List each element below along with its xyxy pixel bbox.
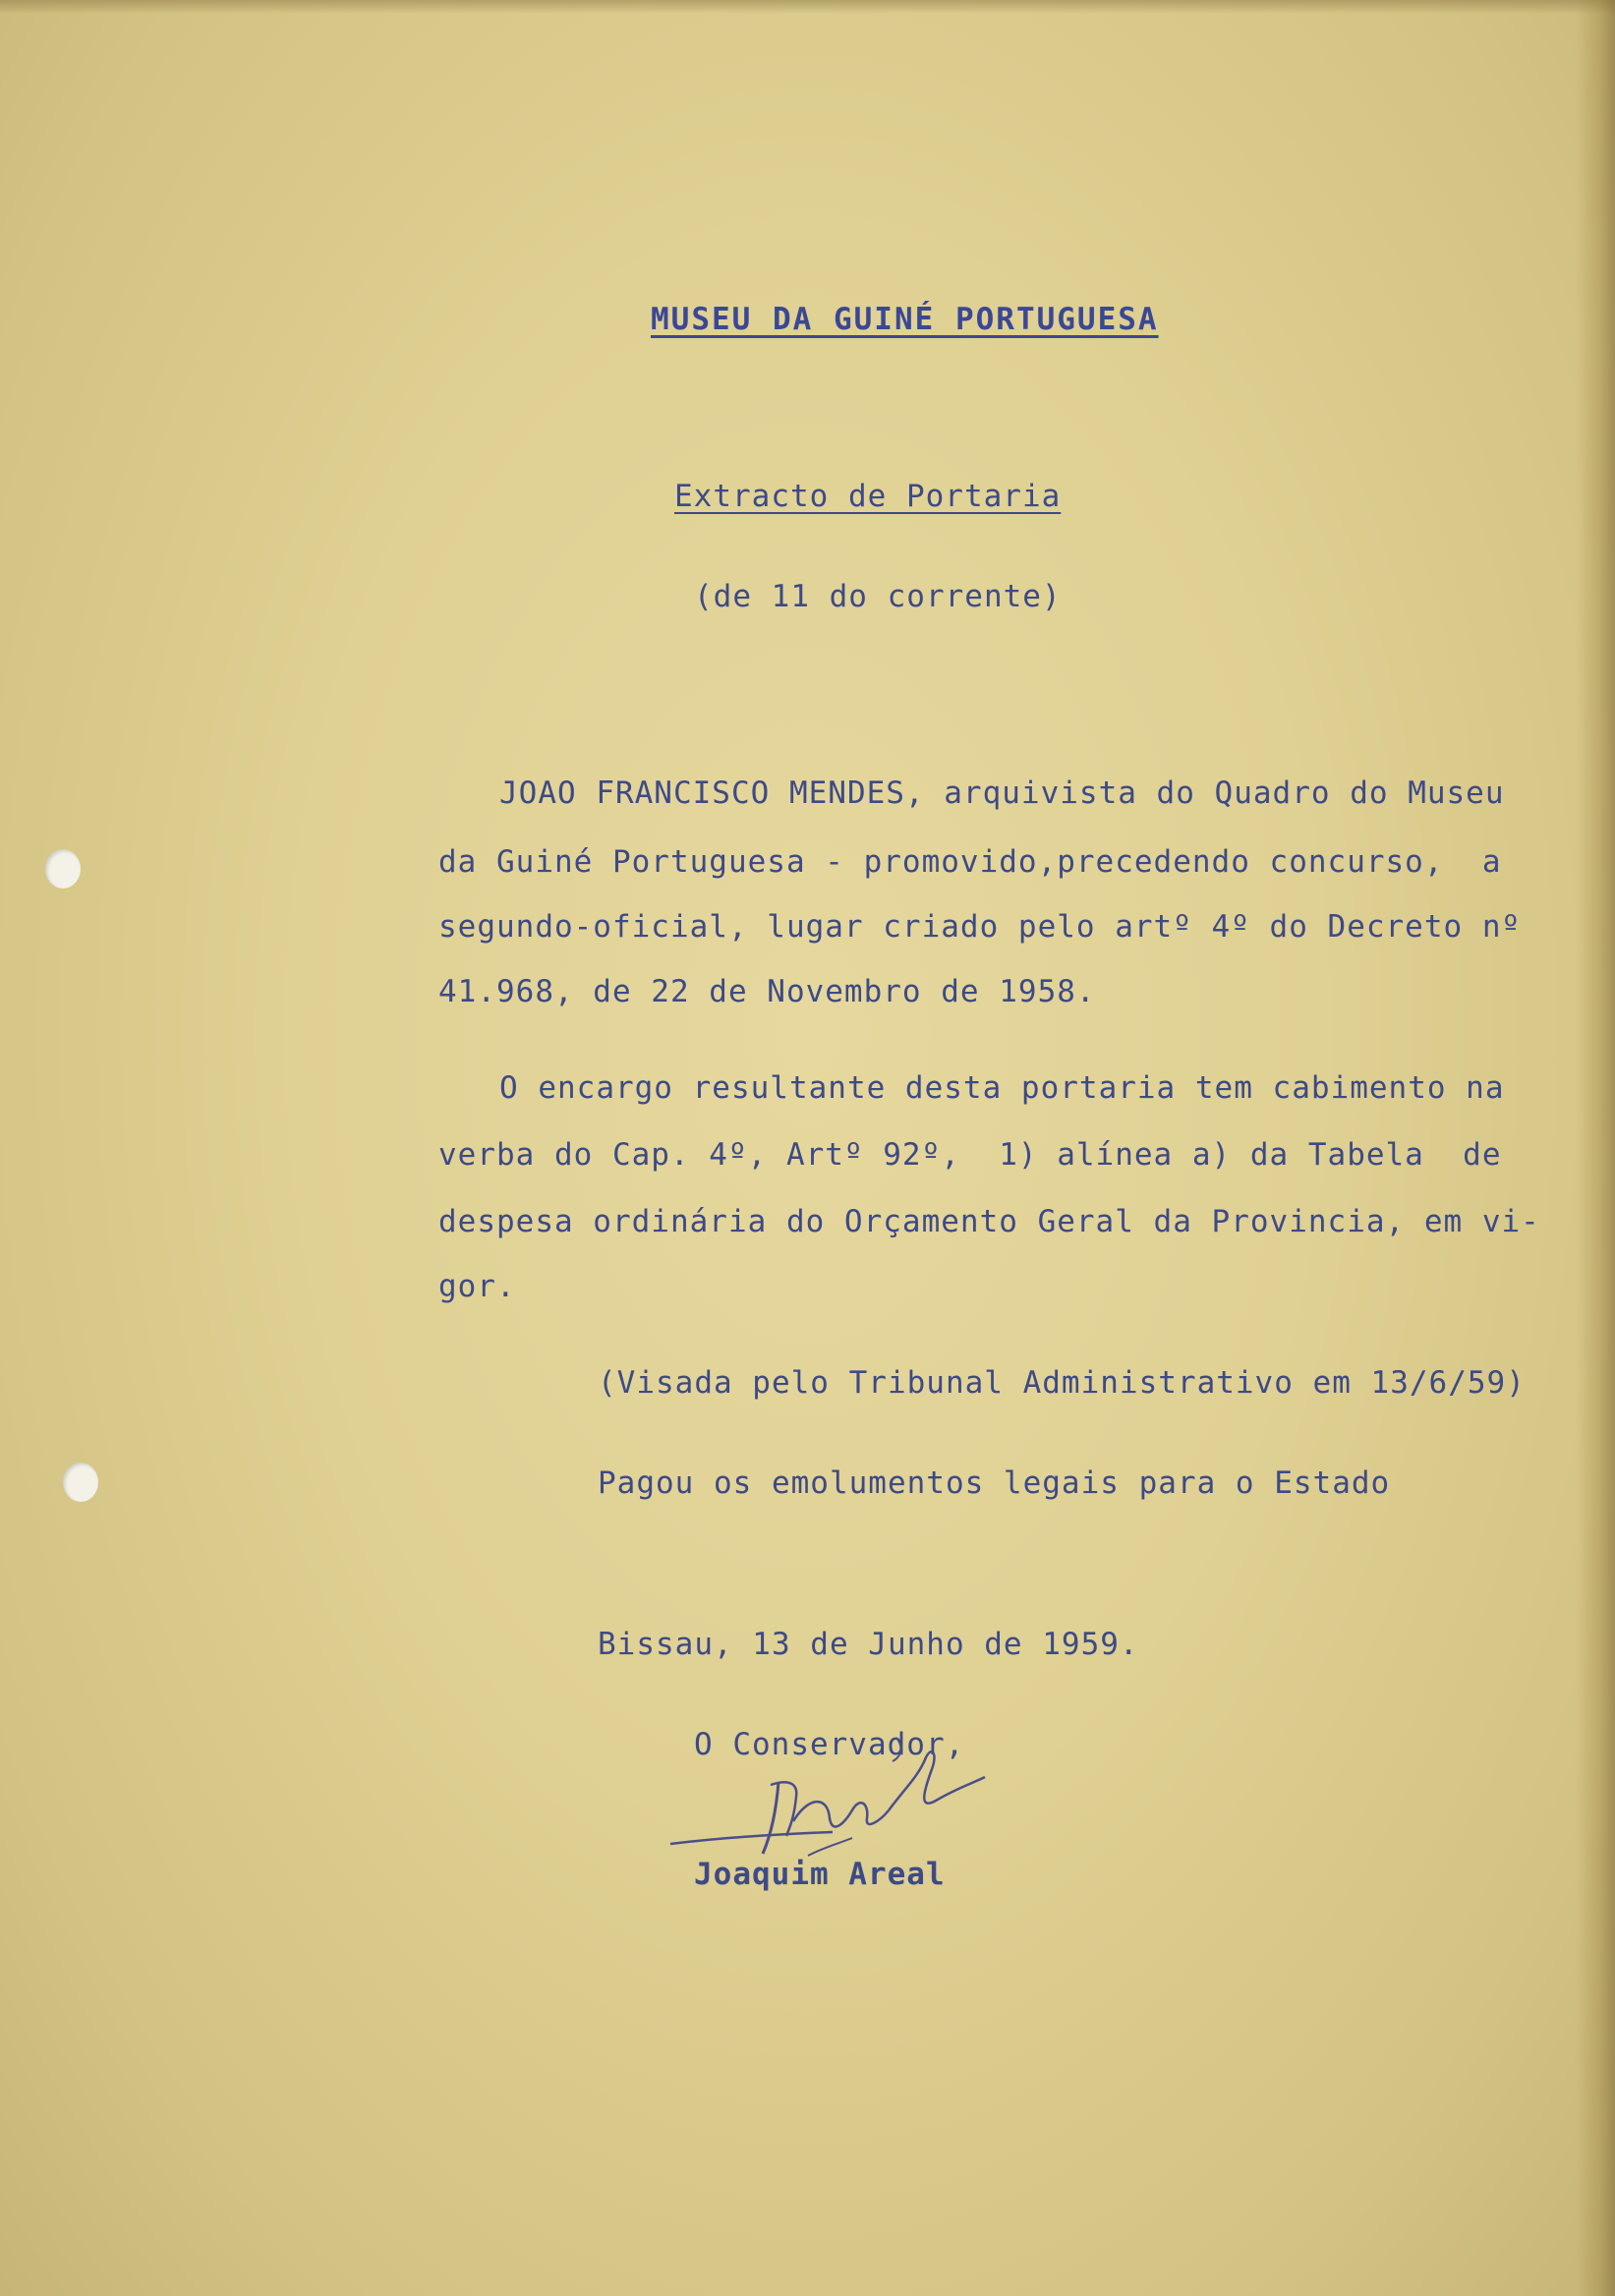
place-date: Bissau, 13 de Junho de 1959.: [598, 1627, 1139, 1662]
punch-hole: [63, 1463, 98, 1502]
document-heading: MUSEU DA GUINÉ PORTUGUESA: [651, 302, 1159, 337]
document-subheading: Extracto de Portaria: [674, 479, 1062, 514]
paragraph2-line: verba do Cap. 4º, Artº 92º, 1) alínea a) da Tabela de: [438, 1137, 1502, 1173]
punch-hole: [45, 849, 81, 889]
paragraph1-line: segundo-oficial, lugar criado pelo artº 4º do Decreto nº: [438, 909, 1522, 945]
paragraph1-line: 41.968, de 22 de Novembro de 1958.: [438, 974, 1096, 1009]
date-reference: (de 11 do corrente): [694, 579, 1062, 614]
handwritten-signature: [661, 1728, 1014, 1875]
paragraph1-line: da Guiné Portuguesa - promovido,precedendo concurso, a: [438, 844, 1502, 880]
paragraph2-line: O encargo resultante desta portaria tem cabimento na: [499, 1070, 1505, 1106]
visa-note: (Visada pelo Tribunal Administrativo em 13/6/59): [598, 1365, 1526, 1401]
paragraph1-line: JOAO FRANCISCO MENDES, arquivista do Quadro do Museu: [499, 775, 1505, 811]
paragraph2-line: gor.: [438, 1269, 516, 1304]
paper-edge-right: [1576, 0, 1615, 2296]
paper-edge-top: [0, 0, 1615, 14]
paragraph2-line: despesa ordinária do Orçamento Geral da Provincia, em vi-: [438, 1204, 1540, 1239]
signatory-title: O Conservador,: [694, 1727, 965, 1762]
payment-note: Pagou os emolumentos legais para o Estado: [598, 1465, 1391, 1501]
signatory-name: Joaquim Areal: [694, 1857, 946, 1892]
